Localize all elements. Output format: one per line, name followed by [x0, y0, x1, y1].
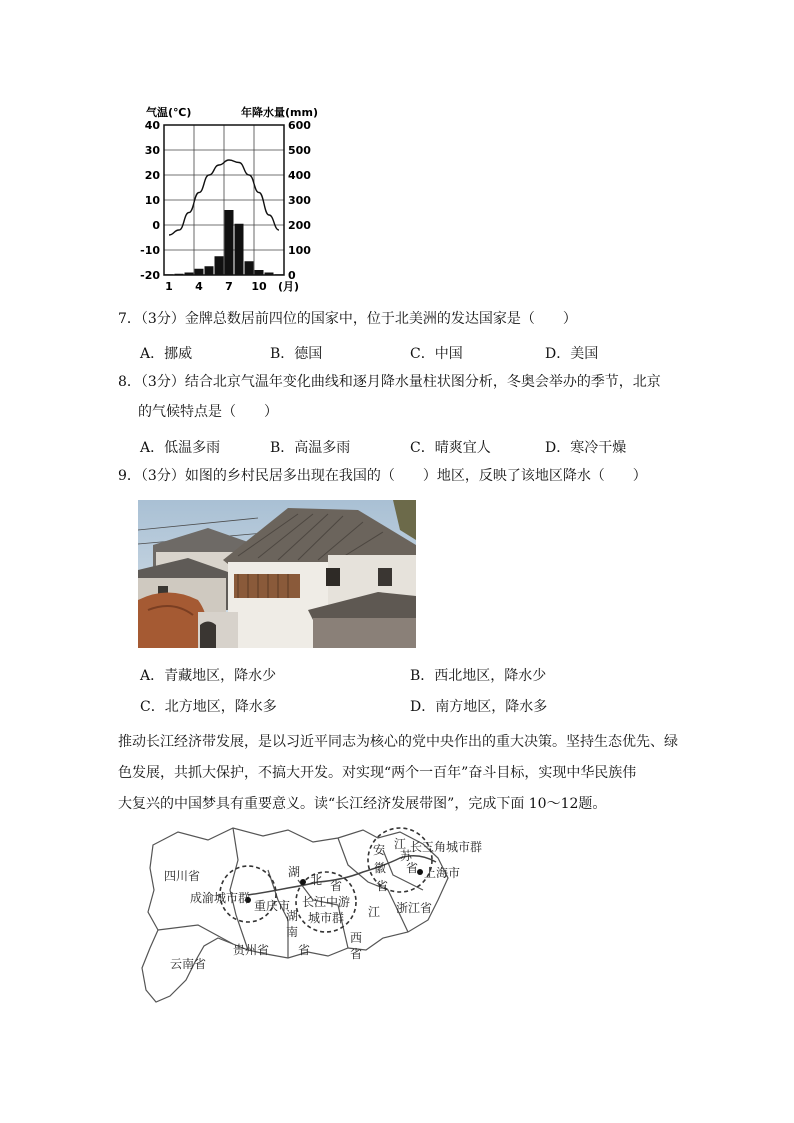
climate-chart	[128, 100, 328, 295]
q8-option-d[interactable]: D．寒冷干燥	[545, 440, 627, 456]
passage-line2: 色发展，共抓大保护，不搞大开发。对实现“两个一百年”奋斗目标，实现中华民族伟	[118, 765, 637, 781]
village-house-photo	[138, 500, 416, 648]
label-jiangsu-1: 江	[394, 837, 407, 851]
q8-option-a[interactable]: A．低温多雨	[140, 440, 221, 456]
label-midstream-2: 城市群	[308, 911, 345, 925]
x-tick-label: 10	[251, 280, 267, 293]
y-right-tick-label: 100	[288, 244, 311, 257]
label-chengyu: 成渝城市群	[190, 891, 251, 905]
label-anhui-2: 徽	[374, 861, 387, 875]
y-left-tick-label: -20	[140, 269, 160, 282]
label-jiangxi-2: 西	[350, 931, 363, 945]
x-tick-label: 4	[195, 280, 203, 293]
q7-option-c[interactable]: C．中国	[410, 346, 463, 362]
q7-option-a[interactable]: A．挪威	[140, 346, 193, 362]
label-guizhou: 贵州省	[233, 943, 270, 957]
label-jiangsu-3: 省	[406, 861, 419, 875]
label-anhui-1: 安	[373, 843, 386, 857]
question-9-stem: 9．（3分）如图的乡村民居多出现在我国的（ ）地区，反映了该地区降水（ ）	[118, 468, 647, 484]
yangtze-economic-belt-map	[138, 820, 498, 1012]
x-tick-label: 1	[165, 280, 173, 293]
q9-option-c[interactable]: C．北方地区，降水多	[140, 699, 277, 715]
y-left-tick-label: 20	[144, 169, 160, 182]
precipitation-bar	[205, 266, 214, 275]
label-hubei-2: 北	[310, 873, 323, 887]
label-hunan-3: 省	[298, 943, 311, 957]
y-right-tick-label: 0	[288, 269, 296, 282]
q7-option-d[interactable]: D．美国	[545, 346, 599, 362]
right-axis-label: 年降水量(mm)	[241, 106, 318, 119]
precipitation-bar	[235, 224, 244, 275]
wuhan-dot	[300, 879, 306, 885]
y-right-tick-label: 200	[288, 219, 311, 232]
label-jiangsu-2: 苏	[400, 849, 413, 863]
q8-option-c[interactable]: C．晴爽宜人	[410, 440, 491, 456]
label-hubei-1: 湖	[288, 865, 301, 879]
label-chongqing: 重庆市	[254, 899, 291, 913]
label-yrd: 长三角城市群	[410, 840, 483, 854]
y-right-tick-label: 500	[288, 144, 311, 157]
y-left-tick-label: 0	[152, 219, 160, 232]
label-hubei-3: 省	[330, 879, 343, 893]
label-anhui-3: 省	[376, 879, 389, 893]
passage-line3: 大复兴的中国梦具有重要意义。读“长江经济发展带图”，完成下面 10～12题。	[118, 796, 607, 812]
q9-option-a[interactable]: A．青藏地区，降水少	[140, 668, 277, 684]
y-left-tick-label: 10	[144, 194, 160, 207]
label-hunan-2: 南	[286, 925, 299, 939]
passage-line1: 推动长江经济带发展，是以习近平同志为核心的党中央作出的重大决策。坚持生态优先、绿	[118, 734, 678, 750]
y-left-tick-label: 40	[144, 119, 160, 132]
label-sichuan: 四川省	[164, 869, 201, 883]
precipitation-bar	[215, 256, 224, 275]
x-unit-label: (月)	[278, 280, 300, 293]
q9-option-b[interactable]: B．西北地区，降水少	[410, 668, 547, 684]
label-shanghai: 上海市	[424, 866, 461, 880]
x-tick-label: 7	[225, 280, 233, 293]
label-hunan-1: 湖	[286, 909, 299, 923]
precipitation-bar	[225, 210, 234, 275]
label-yunnan: 云南省	[170, 957, 207, 971]
q9-option-d[interactable]: D．南方地区，降水多	[410, 699, 548, 715]
label-midstream-1: 长江中游	[302, 895, 351, 909]
precipitation-bar	[245, 261, 254, 275]
y-left-tick-label: -10	[140, 244, 160, 257]
question-8-stem-line1: 8．（3分）结合北京气温年变化曲线和逐月降水量柱状图分析，冬奥会举办的季节，北京	[118, 374, 661, 390]
y-right-tick-label: 400	[288, 169, 311, 182]
precipitation-bar	[195, 269, 204, 275]
y-right-tick-label: 300	[288, 194, 311, 207]
q8-option-b[interactable]: B．高温多雨	[270, 440, 351, 456]
y-left-tick-label: 30	[144, 144, 160, 157]
q7-option-b[interactable]: B．德国	[270, 346, 323, 362]
label-jiangxi-3: 省	[350, 947, 363, 961]
question-7-stem: 7．（3分）金牌总数居前四位的国家中，位于北美洲的发达国家是（ ）	[118, 311, 577, 327]
left-axis-label: 气温(℃)	[146, 106, 192, 119]
label-zhejiang: 浙江省	[396, 901, 433, 915]
y-right-tick-label: 600	[288, 119, 311, 132]
label-jiangxi-1: 江	[368, 905, 381, 919]
question-8-stem-line2: 的气候特点是（ ）	[138, 404, 278, 420]
